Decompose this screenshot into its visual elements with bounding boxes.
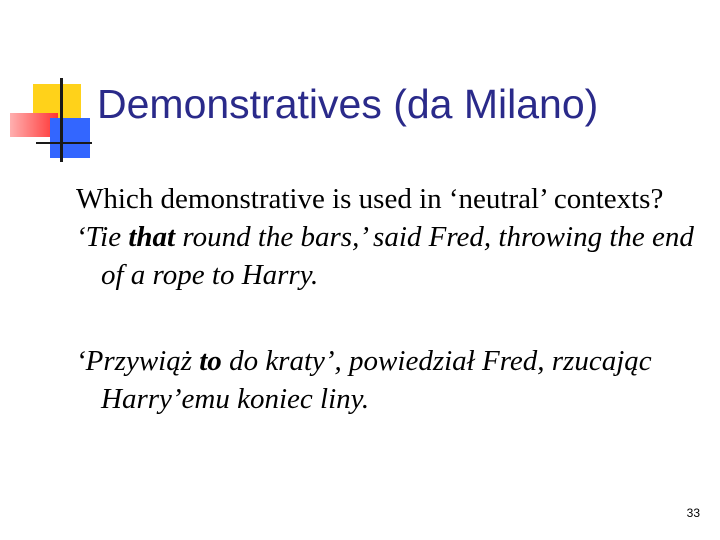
corner-decoration <box>0 0 100 170</box>
polish-example-emphasis: to <box>199 345 222 377</box>
question-paragraph <box>76 180 696 218</box>
question-line-2: contexts? <box>553 183 664 215</box>
english-example-pre: ‘Tie <box>76 221 129 253</box>
polish-example-pre: ‘Przywiąż <box>76 345 200 377</box>
vertical-line <box>60 78 63 162</box>
page-number: 33 <box>686 506 700 520</box>
english-example-post: round the bars,’ said Fred, throwing the end of a rope to Harry. <box>101 221 694 291</box>
polish-example <box>76 342 696 418</box>
horizontal-line <box>36 142 92 144</box>
question-line-1: Which demonstrative is used in ‘neutral’ <box>76 183 547 215</box>
slide-title: Demonstratives (da Milano) <box>97 81 599 127</box>
polish-example-post: do kraty’, powiedział Fred, rzucając Harry’emu koniec liny. <box>101 345 652 415</box>
slide-body <box>76 180 696 418</box>
blue-square <box>50 118 90 158</box>
english-example <box>76 218 696 294</box>
english-example-emphasis: that <box>128 221 176 253</box>
